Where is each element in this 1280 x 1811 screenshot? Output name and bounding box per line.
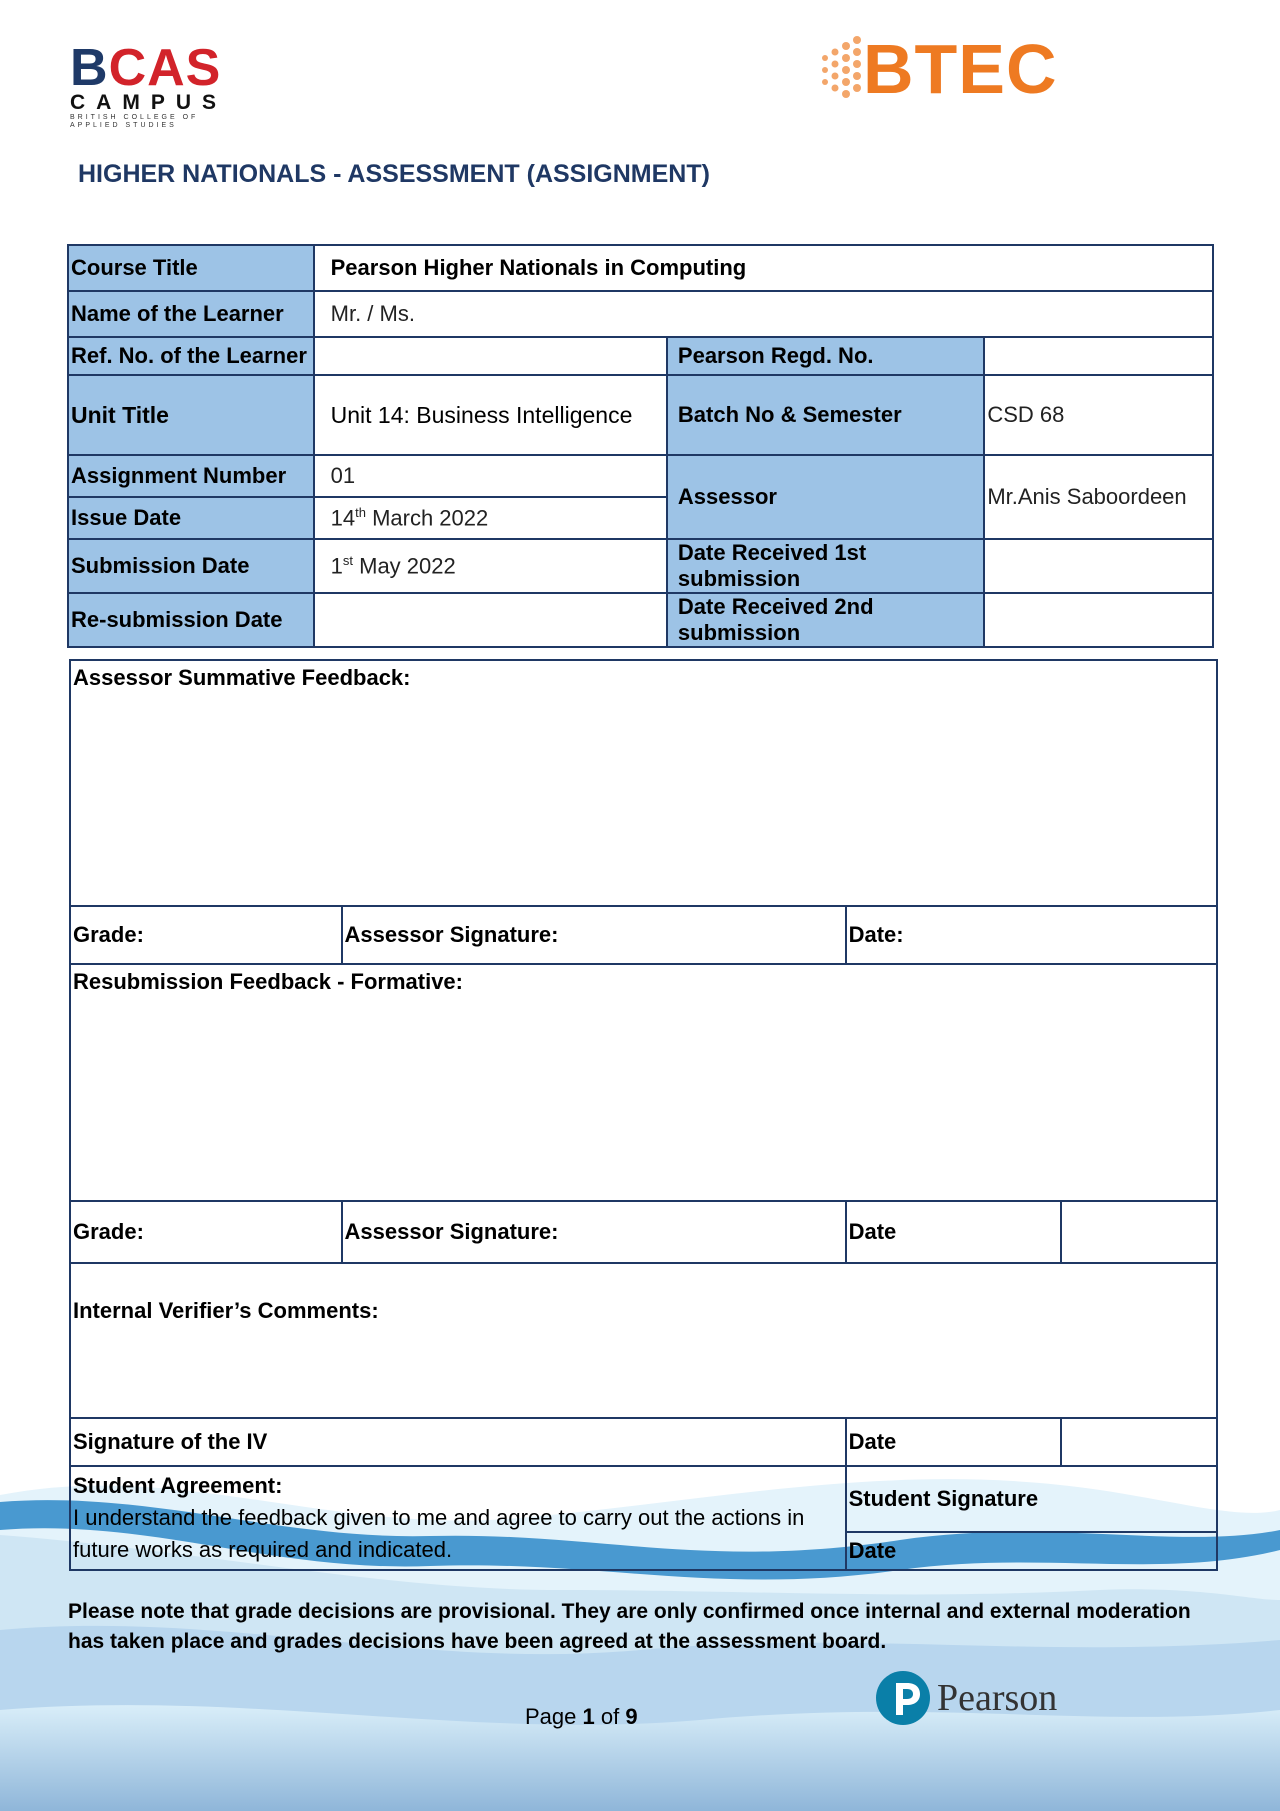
- student-signature-label: Student Signature: [846, 1466, 1217, 1532]
- ref-no-label: Ref. No. of the Learner: [68, 337, 314, 375]
- date-value-2: [1061, 1201, 1217, 1263]
- bcas-logo-letters-cas: CAS: [108, 39, 222, 97]
- submission-date-day: 1: [330, 553, 343, 579]
- table-row: [70, 1263, 1217, 1418]
- page-of: of: [594, 1704, 626, 1729]
- submission-date-label: Submission Date: [68, 539, 314, 593]
- date-label-2: Date: [846, 1201, 1062, 1263]
- assignment-details-table: [67, 244, 1214, 648]
- page-number: [525, 1704, 638, 1730]
- iv-signature-label: Signature of the IV: [70, 1418, 846, 1466]
- submission-date-value: [314, 539, 667, 593]
- iv-date-label: Date: [846, 1418, 1062, 1466]
- submission-date-rest: May 2022: [353, 553, 456, 579]
- unit-title-label: Unit Title: [68, 375, 314, 455]
- table-row: [68, 455, 1213, 497]
- feedback-table: [69, 659, 1218, 1571]
- table-row: [68, 539, 1213, 593]
- assessor-signature-label: Assessor Signature:: [342, 906, 846, 964]
- page-prefix: Page: [525, 1704, 583, 1729]
- issue-date-label: Issue Date: [68, 497, 314, 539]
- summative-feedback-label: Assessor Summative Feedback:: [73, 665, 411, 690]
- assessor-signature-label-2: Assessor Signature:: [342, 1201, 846, 1263]
- btec-logo: [815, 28, 1075, 108]
- pearson-logo: [875, 1668, 1075, 1728]
- pearson-p-icon: [875, 1668, 931, 1728]
- date-received-2-label: Date Received 2nd submission: [667, 593, 984, 647]
- course-title-value: Pearson Higher Nationals in Computing: [314, 245, 1213, 291]
- grade-label-2: Grade:: [70, 1201, 342, 1263]
- table-row: [68, 593, 1213, 647]
- pearson-logo-text: Pearson: [937, 1677, 1058, 1719]
- bcas-logo-subtitle: BRITISH COLLEGE OF APPLIED STUDIES: [70, 114, 199, 129]
- batch-label: Batch No & Semester: [667, 375, 984, 455]
- issue-date-suffix: th: [355, 504, 366, 520]
- submission-date-suffix: st: [342, 552, 353, 568]
- iv-comments-label: Internal Verifier’s Comments:: [73, 1298, 379, 1323]
- issue-date-value: [314, 497, 667, 539]
- page-title: HIGHER NATIONALS - ASSESSMENT (ASSIGNMENT): [78, 160, 710, 188]
- table-row: [70, 1466, 1217, 1532]
- date-received-1-value: [984, 539, 1213, 593]
- course-title-label: Course Title: [68, 245, 314, 291]
- bcas-logo-letter-b: B: [70, 39, 109, 97]
- assignment-number-label: Assignment Number: [68, 455, 314, 497]
- table-row: [68, 375, 1213, 455]
- assignment-number-value: 01: [314, 455, 667, 497]
- student-date-label: Date: [846, 1532, 1217, 1570]
- table-row: [68, 245, 1213, 291]
- page-total: 9: [625, 1704, 638, 1729]
- table-row: [70, 964, 1217, 1201]
- student-agreement-box: [70, 1466, 846, 1570]
- provisional-grade-note: Please note that grade decisions are provisional. They are only confirmed once internal and external moderation has taken place and grades decisions have been agreed at the assessment board.: [68, 1600, 1191, 1653]
- pearson-regd-label: Pearson Regd. No.: [667, 337, 984, 375]
- resubmission-feedback-label: Resubmission Feedback - Formative:: [73, 969, 463, 994]
- grade-label: Grade:: [70, 906, 342, 964]
- ref-no-value: [314, 337, 667, 375]
- bcas-logo: [70, 39, 240, 130]
- resubmission-feedback-box: [70, 964, 1217, 1201]
- iv-comments-box: [70, 1263, 1217, 1418]
- table-row: [70, 660, 1217, 906]
- table-row: [70, 1418, 1217, 1466]
- page-current: 1: [582, 1704, 595, 1729]
- date-received-1-label: Date Received 1st submission: [667, 539, 984, 593]
- unit-title-value: Unit 14: Business Intelligence: [314, 375, 667, 455]
- bcas-logo-campus: CAMPUS: [70, 91, 228, 114]
- issue-date-rest: March 2022: [365, 505, 489, 531]
- table-row: [70, 1201, 1217, 1263]
- assessor-label: Assessor: [667, 455, 984, 539]
- resubmission-date-value: [314, 593, 667, 647]
- table-row: [68, 291, 1213, 337]
- student-agreement-text: I understand the feedback given to me and agree to carry out the actions in future works as required and indicated.: [73, 1505, 805, 1562]
- student-agreement-label: Student Agreement:: [73, 1473, 283, 1498]
- btec-logo-text: BTEC: [863, 30, 1058, 108]
- date-label: Date:: [846, 906, 1217, 964]
- learner-name-label: Name of the Learner: [68, 291, 314, 337]
- table-row: [68, 337, 1213, 375]
- issue-date-day: 14: [330, 505, 356, 531]
- summative-feedback-box: [70, 660, 1217, 906]
- batch-value: CSD 68: [984, 375, 1213, 455]
- date-received-2-value: [984, 593, 1213, 647]
- pearson-regd-value: [984, 337, 1213, 375]
- table-row: [70, 906, 1217, 964]
- iv-date-value: [1061, 1418, 1217, 1466]
- learner-name-value: Mr. / Ms.: [314, 291, 1213, 337]
- resubmission-date-label: Re-submission Date: [68, 593, 314, 647]
- assessor-value: Mr.Anis Saboordeen: [984, 455, 1213, 539]
